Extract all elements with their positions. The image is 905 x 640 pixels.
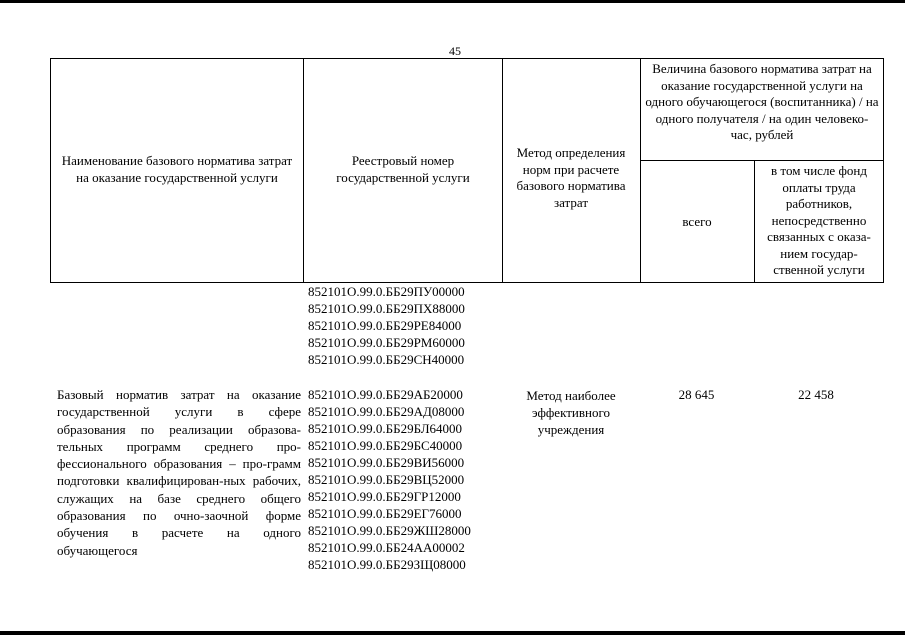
header-method: Метод определения норм при расчете базового норматива затрат [516, 145, 626, 210]
header-value-group: Величина базового норматива затрат на оказание государственной услуги на одного обучающегося (воспитанника) / на одного получателя / на один человеко-час, рублей [645, 61, 879, 142]
bottom-border [0, 631, 905, 635]
registry-number: 852101О.99.0.ББ29ЖШ28000 [308, 523, 471, 538]
registry-number: 852101О.99.0.ББ29БЛ64000 [308, 421, 463, 436]
registry-number: 852101О.99.0.ББ29ВЦ52000 [308, 472, 465, 487]
header-registry: Реестровый номер государственной услуги [336, 153, 470, 185]
page-number: 45 [449, 44, 461, 58]
registry-number: 852101О.99.0.ББ29ГР12000 [308, 489, 461, 504]
header-divider [640, 58, 641, 283]
row-method: Метод наиболее эффективного учреждения [526, 388, 616, 437]
continued-registry-list [308, 283, 465, 368]
registry-number: 852101О.99.0.ББ29ПУ00000 [308, 284, 465, 299]
header-divider [502, 58, 503, 283]
row-total: 28 645 [678, 387, 715, 402]
header-divider [754, 160, 755, 283]
header-bottom-line [50, 282, 884, 283]
top-border [0, 0, 905, 3]
header-divider [50, 58, 51, 283]
registry-number: 852101О.99.0.ББ29РЕ84000 [308, 318, 462, 333]
registry-number: 852101О.99.0.ББ29ВИ56000 [308, 455, 465, 470]
row-name: Базовый норматив затрат на оказание государственной услуги в сфере образования по реализации образова-тельных программ среднего про-фессионального образования – про-грамм подготовки квалифицирован-ных рабочих, служащих на базе среднего общего образования по очно-заочной форме обучения в расчете на одного обучающегося [57, 387, 301, 558]
header-split-line [640, 160, 884, 161]
header-total: всего [682, 214, 712, 229]
registry-number: 852101О.99.0.ББ29ЕГ76000 [308, 506, 462, 521]
header-divider [303, 58, 304, 283]
registry-number: 852101О.99.0.ББ29АД08000 [308, 404, 465, 419]
registry-number: 852101О.99.0.ББ29СН40000 [308, 352, 465, 367]
registry-number: 852101О.99.0.ББ29РМ60000 [308, 335, 465, 350]
registry-number: 852101О.99.0.ББ29ЗЩ08000 [308, 557, 466, 572]
registry-number: 852101О.99.0.ББ29АБ20000 [308, 387, 463, 402]
header-labor: в том числе фонд оплаты труда работников, непосредственно связанных с оказа-нием государ-ственной услуги [767, 163, 871, 277]
registry-number: 852101О.99.0.ББ24АА00002 [308, 540, 465, 555]
registry-number: 852101О.99.0.ББ29БС40000 [308, 438, 463, 453]
registry-number: 852101О.99.0.ББ29ПХ88000 [308, 301, 465, 316]
header-top-line [50, 58, 884, 59]
row-labor: 22 458 [798, 387, 834, 402]
header-divider [883, 58, 884, 283]
registry-list [308, 386, 471, 573]
header-name: Наименование базового норматива затрат на оказание государственной услуги [61, 153, 293, 185]
